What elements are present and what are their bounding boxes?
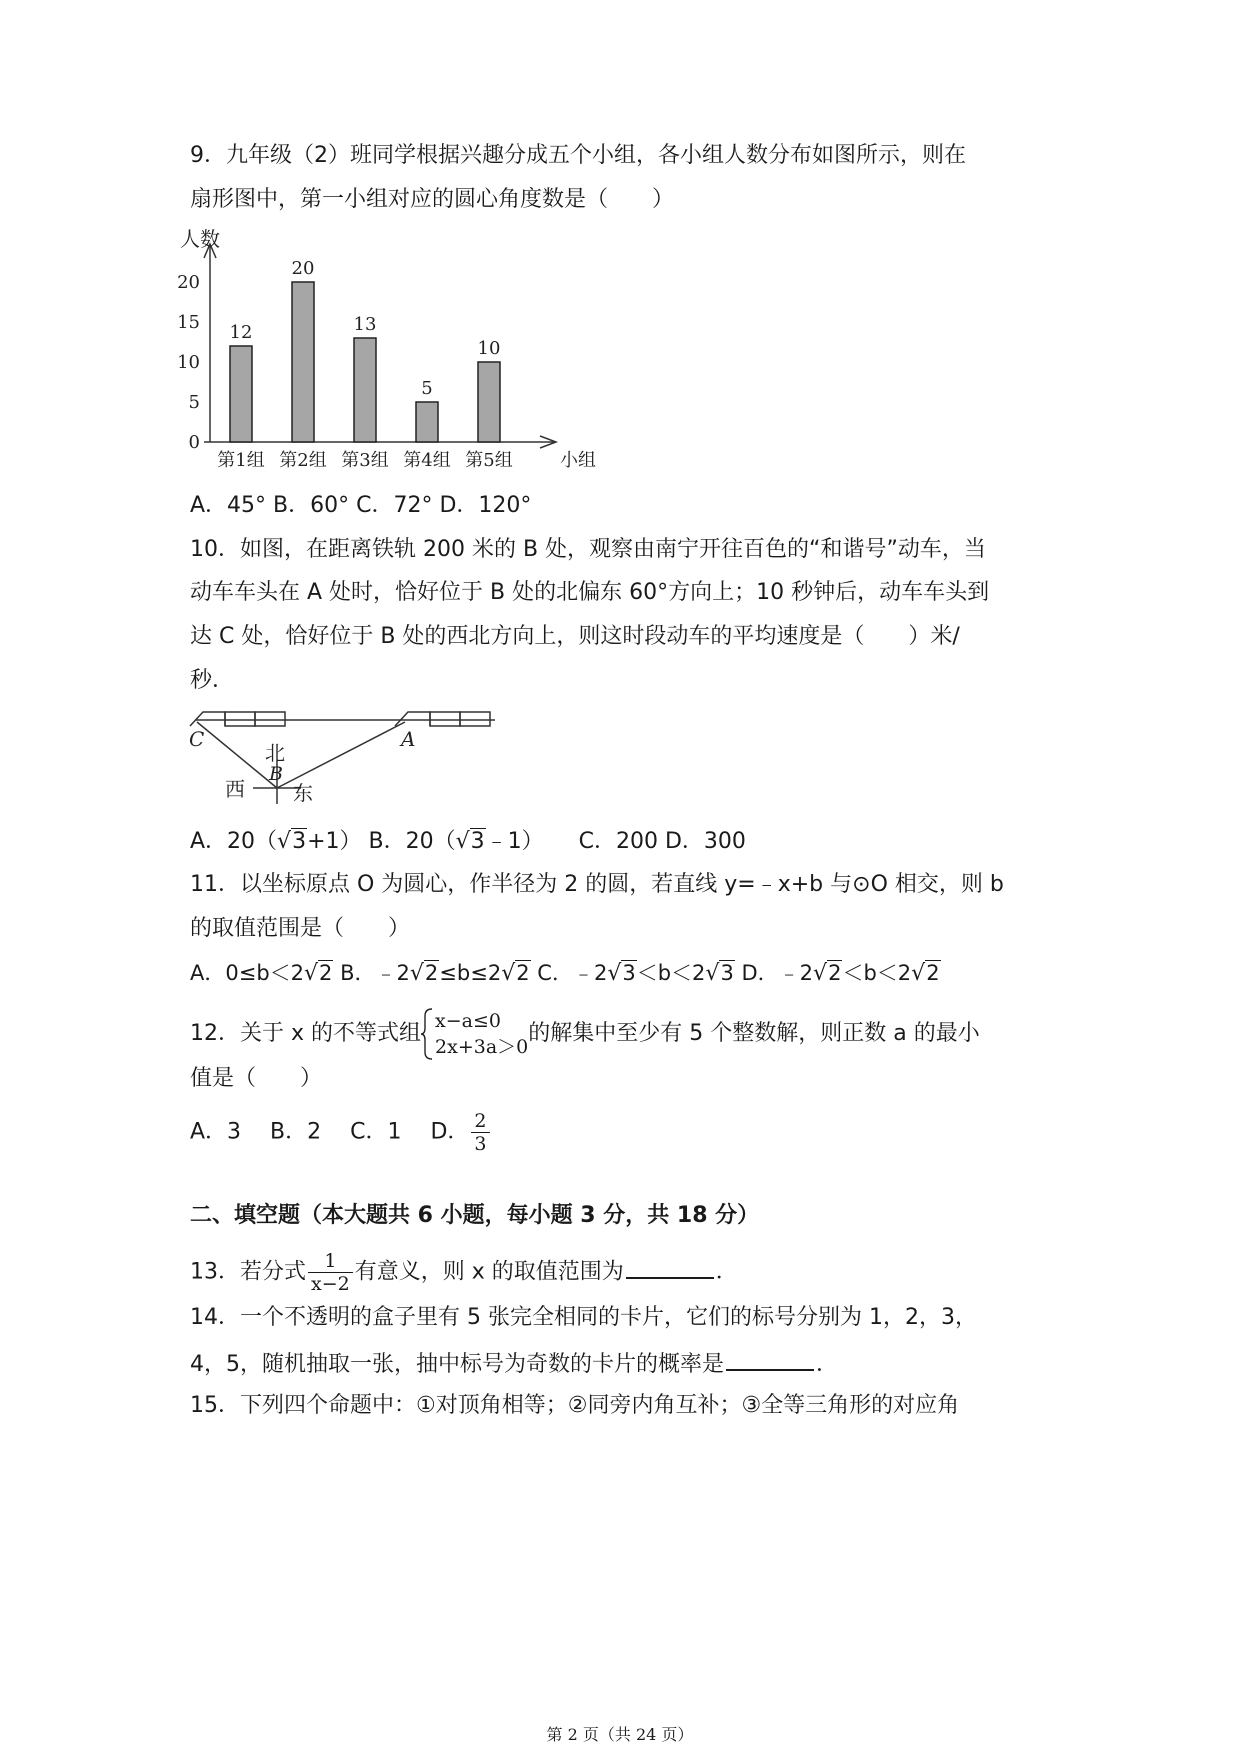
q11-root: 2 <box>516 961 530 985</box>
q10-line3: 达 C 处，恰好位于 B 处的西北方向上，则这时段动车的平均速度是（ ）米/ <box>190 624 960 649</box>
q11-opt-d: D．﹣2 <box>741 961 814 985</box>
section2-title: 二、填空题（本大题共 6 小题，每小题 3 分，共 18 分） <box>190 1203 760 1228</box>
fraction <box>308 1250 353 1295</box>
bar <box>230 346 252 442</box>
q12-options-text: A．3 B．2 C．1 D． <box>190 1119 470 1145</box>
y-tick-label: 0 <box>188 432 200 453</box>
sqrt-symbol: √3 <box>607 961 636 986</box>
bar-data-label: 13 <box>353 314 377 335</box>
inequality-system <box>421 1008 528 1060</box>
bar-data-label: 10 <box>477 338 501 359</box>
chart-xlabel: 小组 <box>560 450 596 471</box>
y-tick-label: 10 <box>177 352 200 373</box>
q13-line <box>190 1250 738 1295</box>
q12-frac-den: 3 <box>474 1133 487 1155</box>
bar-data-label: 20 <box>291 258 315 279</box>
q12-options <box>190 1110 492 1155</box>
q11-root: 2 <box>828 961 842 985</box>
bar <box>416 402 438 442</box>
sqrt-symbol: √2 <box>813 961 842 986</box>
x-category-label: 第5组 <box>465 450 513 471</box>
y-tick-label: 20 <box>177 272 200 293</box>
q13-suffix: 有意义，则 x 的取值范围为 <box>354 1259 624 1285</box>
label-a: A <box>401 727 416 751</box>
bar <box>354 338 376 442</box>
chart-ylabel: 人数 <box>180 227 220 251</box>
q11-b-mid: ≤b≤2 <box>439 961 502 985</box>
label-c: C <box>189 727 205 751</box>
q10-opt-b-prefix: B．20（ <box>368 829 456 854</box>
q10-line1: 10．如图，在距离铁轨 200 米的 B 处，观察由南宁开往百色的“和谐号”动车，当 <box>190 537 986 562</box>
label-west: 西 <box>225 777 245 801</box>
q9-options: A．45° B．60° C．72° D．120° <box>190 493 532 518</box>
q11-line1: 11．以坐标原点 O 为圆心，作半径为 2 的圆，若直线 y=﹣x+b 与⊙O 相交，则 b <box>190 872 1004 897</box>
q10-line2: 动车车头在 A 处时，恰好位于 B 处的北偏东 60°方向上；10 秒钟后，动车车头到 <box>190 580 990 605</box>
q11-root: 2 <box>926 961 940 985</box>
q14-end: ． <box>816 1352 839 1377</box>
q12-line1 <box>190 1008 980 1060</box>
q10-opt-a-root: 3 <box>292 829 307 854</box>
label-north: 北 <box>265 741 285 765</box>
train-car-left <box>190 712 285 726</box>
q9-line1: 9．九年级（2）班同学根据兴趣分成五个小组，各小组人数分布如图所示，则在 <box>190 143 966 168</box>
sqrt-symbol: √3 <box>277 829 307 854</box>
sqrt-symbol: √3 <box>705 961 734 986</box>
q10-opt-cd: C．200 D．300 <box>578 829 746 854</box>
chart-axes <box>204 244 556 448</box>
q10-train-figure <box>185 700 505 820</box>
q13-end: ． <box>715 1259 738 1285</box>
x-category-label: 第3组 <box>341 450 389 471</box>
q12-line2: 值是（ ） <box>190 1066 323 1091</box>
q13-frac-num: 1 <box>308 1250 353 1273</box>
q10-options <box>190 827 746 857</box>
q12-ineq2: 2x+3a＞0 <box>435 1036 529 1058</box>
bar <box>478 362 500 442</box>
q10-opt-b-root: 3 <box>470 829 485 854</box>
train-car-right <box>395 712 490 726</box>
q14-line1: 14．一个不透明的盒子里有 5 张完全相同的卡片，它们的标号分别为 1，2，3， <box>190 1305 977 1330</box>
q9-line2: 扇形图中，第一小组对应的圆心角度数是（ ） <box>190 187 675 212</box>
x-category-label: 第1组 <box>217 450 265 471</box>
q11-root: 2 <box>319 961 333 985</box>
q10-opt-a-suffix: +1） <box>307 829 362 854</box>
fraction <box>471 1110 489 1155</box>
q13-frac-den: x−2 <box>311 1273 350 1295</box>
q12-suffix: 的解集中至少有 5 个整数解，则正数 a 的最小 <box>528 1021 980 1046</box>
q11-root3: 3 <box>622 961 636 985</box>
q11-c-mid: ＜b＜2 <box>636 961 706 985</box>
bar <box>292 282 314 442</box>
y-tick-label: 15 <box>177 312 200 333</box>
q10-opt-b-suffix: ﹣1） <box>485 829 544 854</box>
q15-line1: 15．下列四个命题中：①对顶角相等；②同旁内角互补；③全等三角形的对应角 <box>190 1393 960 1418</box>
sqrt-symbol: √2 <box>501 961 530 986</box>
q11-opt-c: C．﹣2 <box>537 961 608 985</box>
x-category-label: 第4组 <box>403 450 451 471</box>
q11-root: 2 <box>424 961 439 985</box>
q9-bar-chart <box>177 227 600 480</box>
q14-line2 <box>190 1347 838 1380</box>
q11-opt-a: A．0≤b＜2 <box>190 961 305 985</box>
q14-line2-text: 4，5，随机抽取一张，抽中标号为奇数的卡片的概率是 <box>190 1352 724 1377</box>
q11-opt-b: B．﹣2 <box>340 961 410 985</box>
answer-blank[interactable] <box>626 1255 714 1279</box>
y-tick-label: 5 <box>188 392 200 413</box>
q12-ineq1: x−a≤0 <box>435 1010 501 1032</box>
label-east: 东 <box>293 781 313 805</box>
sqrt-symbol: √2 <box>911 961 940 986</box>
page-footer: 第 2 页（共 24 页） <box>546 1725 694 1744</box>
sqrt-symbol: √2 <box>304 961 333 986</box>
sqrt-symbol: √2 <box>409 961 439 986</box>
q11-line2: 的取值范围是（ ） <box>190 916 411 941</box>
q10-opt-a-prefix: A．20（ <box>190 829 278 854</box>
q12-frac-num: 2 <box>471 1110 489 1133</box>
bar-data-label: 12 <box>229 322 253 343</box>
sqrt-symbol: √3 <box>455 829 485 854</box>
answer-blank[interactable] <box>726 1347 814 1371</box>
chart-marks <box>177 258 513 471</box>
line-ab <box>277 722 405 788</box>
q12-prefix: 12．关于 x 的不等式组 <box>190 1021 422 1046</box>
x-category-label: 第2组 <box>279 450 327 471</box>
label-b: B <box>269 763 283 785</box>
q11-root3: 3 <box>720 961 734 985</box>
q11-options <box>190 958 941 989</box>
q10-line4: 秒． <box>190 668 235 693</box>
q13-prefix: 13．若分式 <box>190 1259 306 1285</box>
bar-data-label: 5 <box>421 378 433 399</box>
q11-d-mid: ＜b＜2 <box>842 961 912 985</box>
